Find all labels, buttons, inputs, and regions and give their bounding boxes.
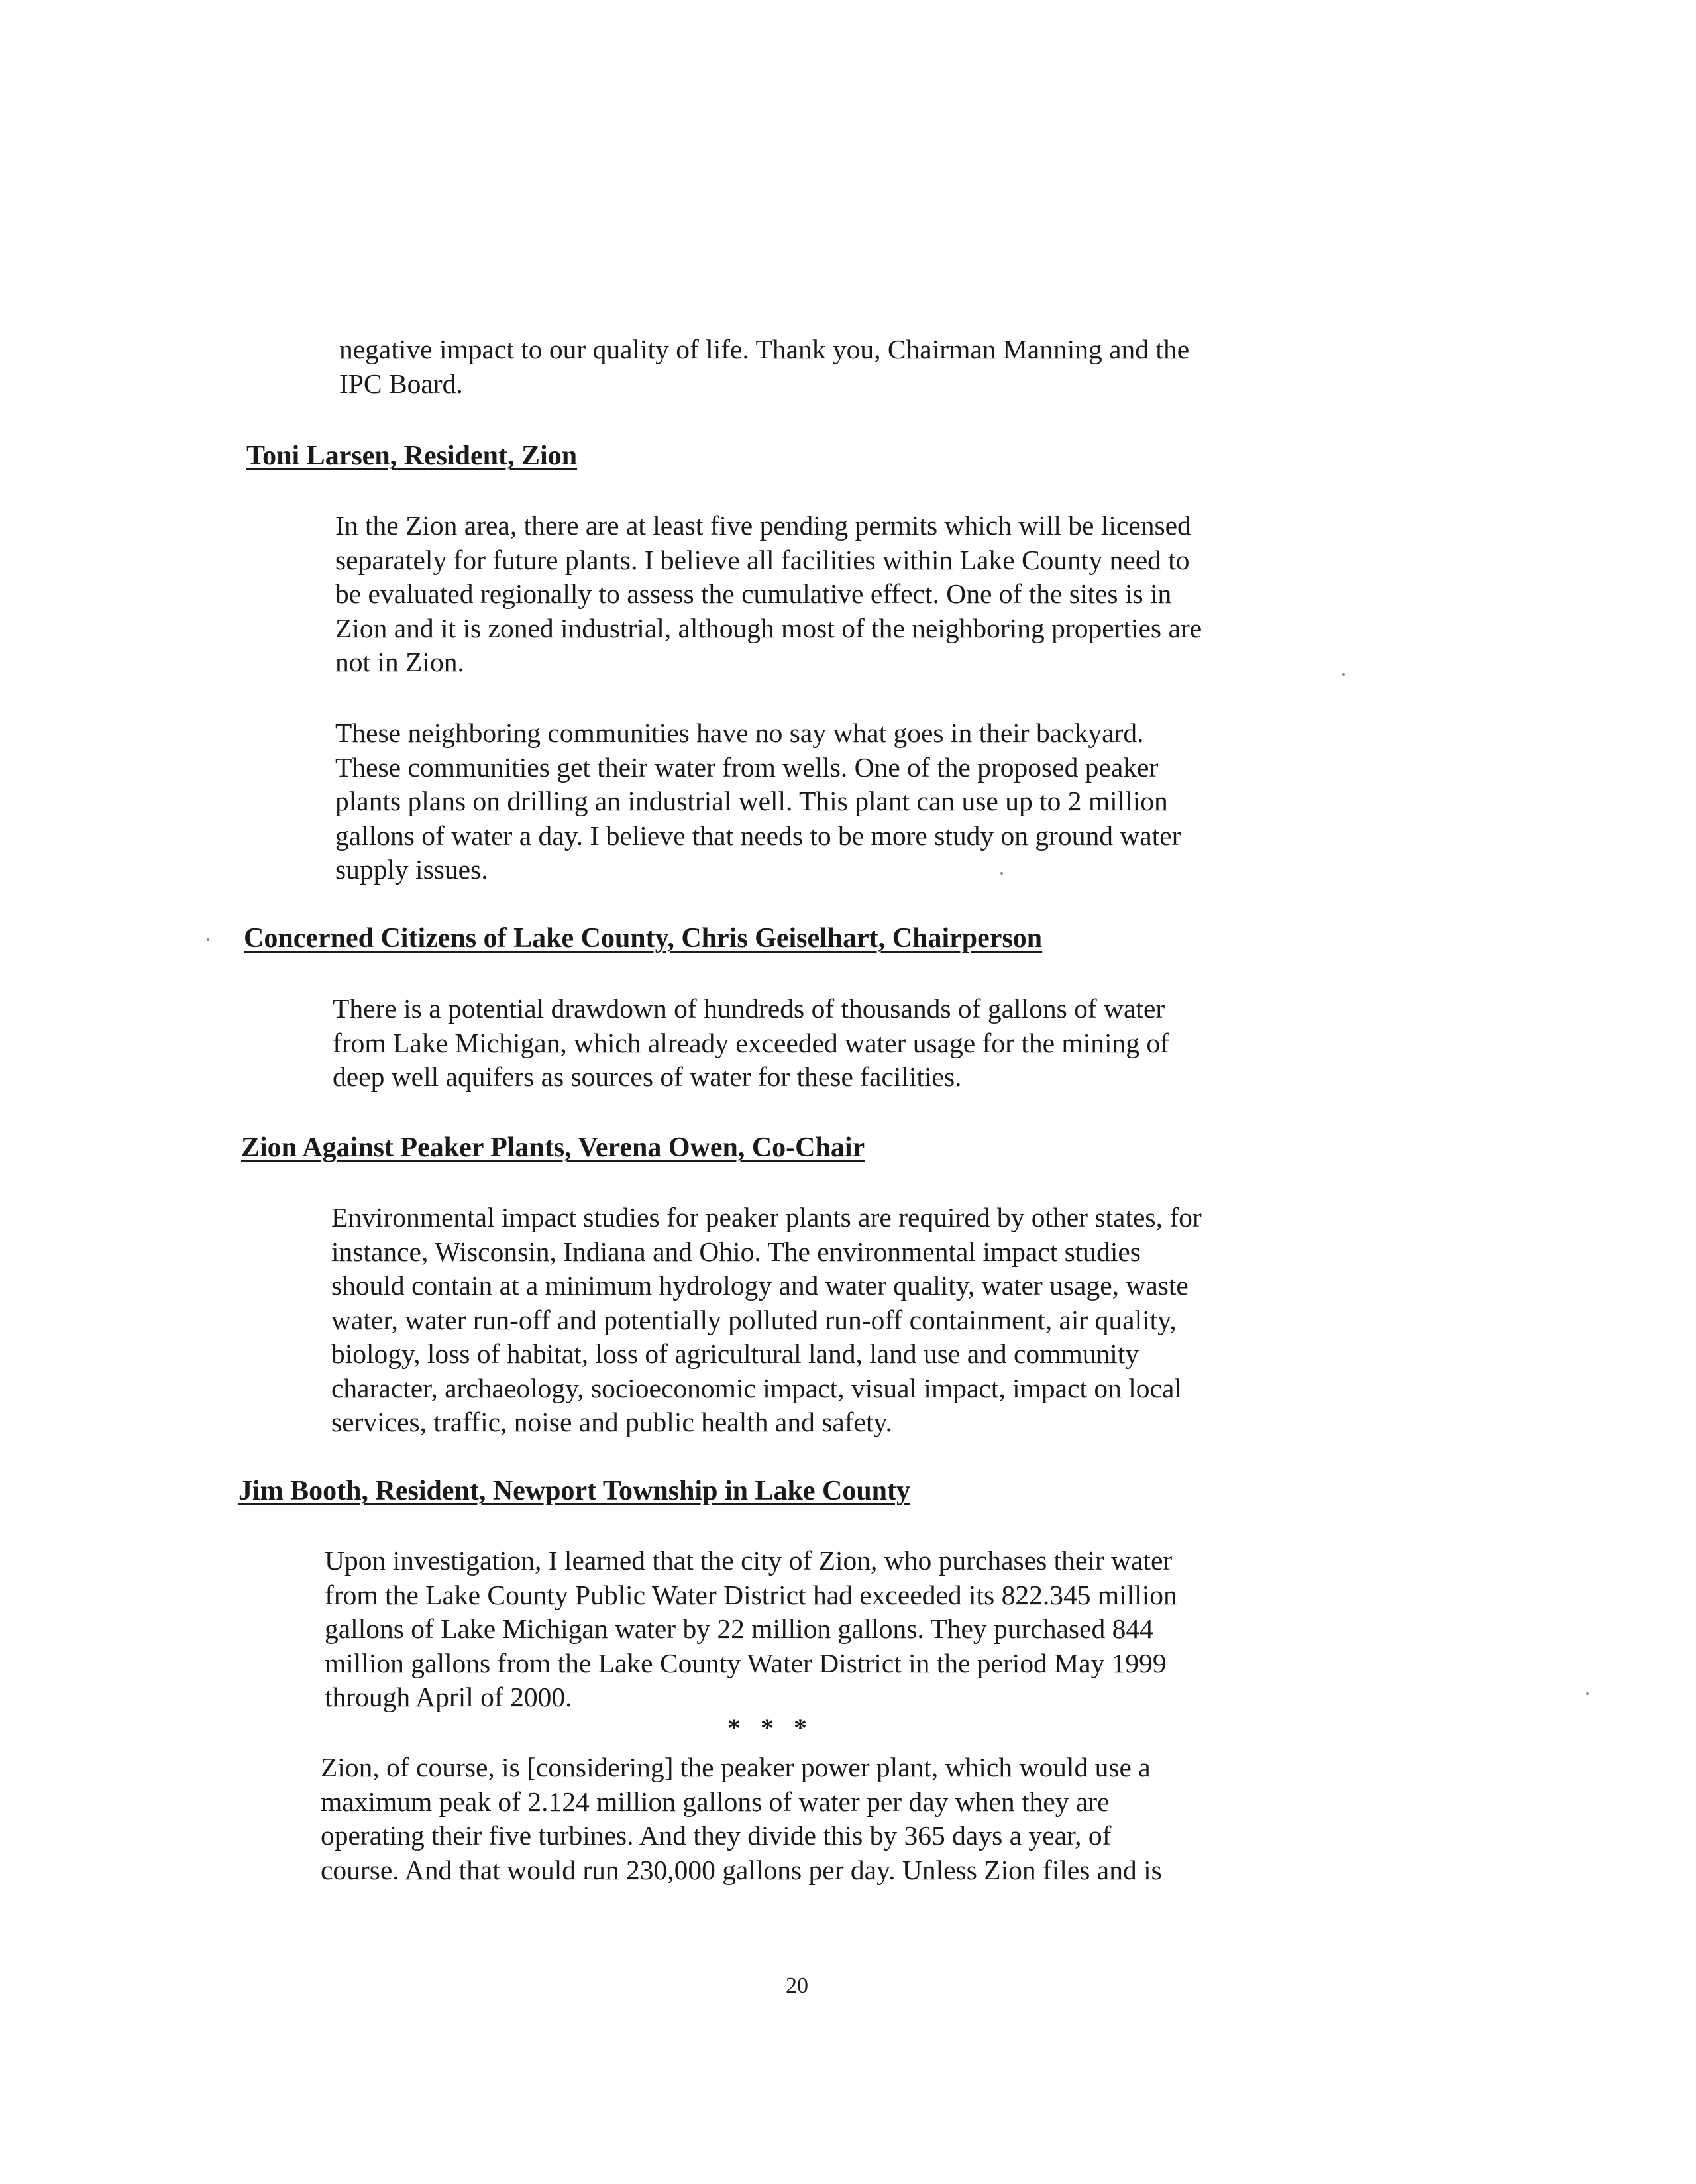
text-line: million gallons from the Lake County Water District in the period May 1999 xyxy=(325,1647,1167,1678)
jim-booth-paragraph-1 xyxy=(325,1544,1177,1715)
text-line: gallons of Lake Michigan water by 22 million gallons. They purchased 844 xyxy=(325,1613,1153,1644)
text-line: be evaluated regionally to assess the cumulative effect. One of the sites is in xyxy=(335,578,1172,609)
zion-against-peaker-plants-paragraph xyxy=(331,1201,1202,1440)
text-line: negative impact to our quality of life. Thank you, Chairman Manning and the xyxy=(339,334,1190,364)
text-line: separately for future plants. I believe all facilities within Lake County need to xyxy=(335,544,1190,575)
scan-speck xyxy=(1342,673,1345,676)
text-line: biology, loss of habitat, loss of agricultural land, land use and community xyxy=(331,1338,1140,1369)
text-line: instance, Wisconsin, Indiana and Ohio. The environmental impact studies xyxy=(331,1236,1141,1267)
text-line: maximum peak of 2.124 million gallons of water per day when they are xyxy=(321,1786,1110,1817)
text-line: Zion, of course, is [considering] the peaker power plant, which would use a xyxy=(321,1752,1151,1782)
text-line: supply issues. xyxy=(335,854,488,885)
text-line: operating their five turbines. And they divide this by 365 days a year, of xyxy=(321,1820,1112,1851)
text-line: These communities get their water from wells. One of the proposed peaker xyxy=(335,751,1159,783)
text-line: IPC Board. xyxy=(339,368,463,399)
text-line: services, traffic, noise and public health and safety. xyxy=(331,1407,892,1437)
speaker-heading-jim-booth: Jim Booth, Resident, Newport Township in Lake County xyxy=(238,1476,911,1506)
speaker-heading-toni-larsen: Toni Larsen, Resident, Zion xyxy=(246,441,578,471)
text-line: water, water run-off and potentially polluted run-off containment, air quality, xyxy=(331,1304,1177,1335)
text-line: character, archaeology, socioeconomic impact, visual impact, impact on local xyxy=(331,1372,1182,1403)
text-line: Zion and it is zoned industrial, although most of the neighboring properties are xyxy=(335,612,1202,643)
text-line: In the Zion area, there are at least five pending permits which will be licensed xyxy=(335,510,1191,541)
scan-speck xyxy=(1000,872,1003,875)
text-line: plants plans on drilling an industrial well. This plant can use up to 2 million xyxy=(335,786,1168,816)
jim-booth-paragraph-2 xyxy=(321,1751,1162,1887)
text-line: Environmental impact studies for peaker plants are required by other states, for xyxy=(331,1202,1202,1232)
text-line: deep well aquifers as sources of water for these facilities. xyxy=(333,1062,962,1092)
text-line: Upon investigation, I learned that the city of Zion, who purchases their water xyxy=(325,1545,1173,1576)
section-separator: * * * xyxy=(727,1713,814,1743)
text-line: These neighboring communities have no say what goes in their backyard. xyxy=(335,718,1144,748)
text-line: through April of 2000. xyxy=(325,1682,572,1712)
scan-speck xyxy=(207,938,209,941)
concerned-citizens-paragraph xyxy=(333,992,1169,1095)
speaker-heading-zion-against-peaker-plants: Zion Against Peaker Plants, Verena Owen, Co-Chair xyxy=(241,1132,865,1163)
text-line: from the Lake County Public Water District had exceeded its 822.345 million xyxy=(325,1579,1177,1610)
text-line: from Lake Michigan, which already exceeded water usage for the mining of xyxy=(333,1027,1169,1058)
text-line: course. And that would run 230,000 gallons per day. Unless Zion files and is xyxy=(321,1854,1162,1885)
page-number: 20 xyxy=(786,1973,808,1998)
scan-speck xyxy=(1586,1692,1589,1695)
text-line: There is a potential drawdown of hundreds of thousands of gallons of water xyxy=(333,993,1165,1024)
speaker-heading-concerned-citizens: Concerned Citizens of Lake County, Chris Geiselhart, Chairperson xyxy=(244,923,1043,954)
text-line: should contain at a minimum hydrology and water quality, water usage, waste xyxy=(331,1270,1189,1301)
text-line: not in Zion. xyxy=(335,647,464,677)
toni-larsen-paragraph-1 xyxy=(335,509,1202,680)
text-line: gallons of water a day. I believe that needs to be more study on ground water xyxy=(335,820,1181,851)
intro-paragraph xyxy=(339,333,1189,401)
toni-larsen-paragraph-2 xyxy=(335,716,1181,887)
